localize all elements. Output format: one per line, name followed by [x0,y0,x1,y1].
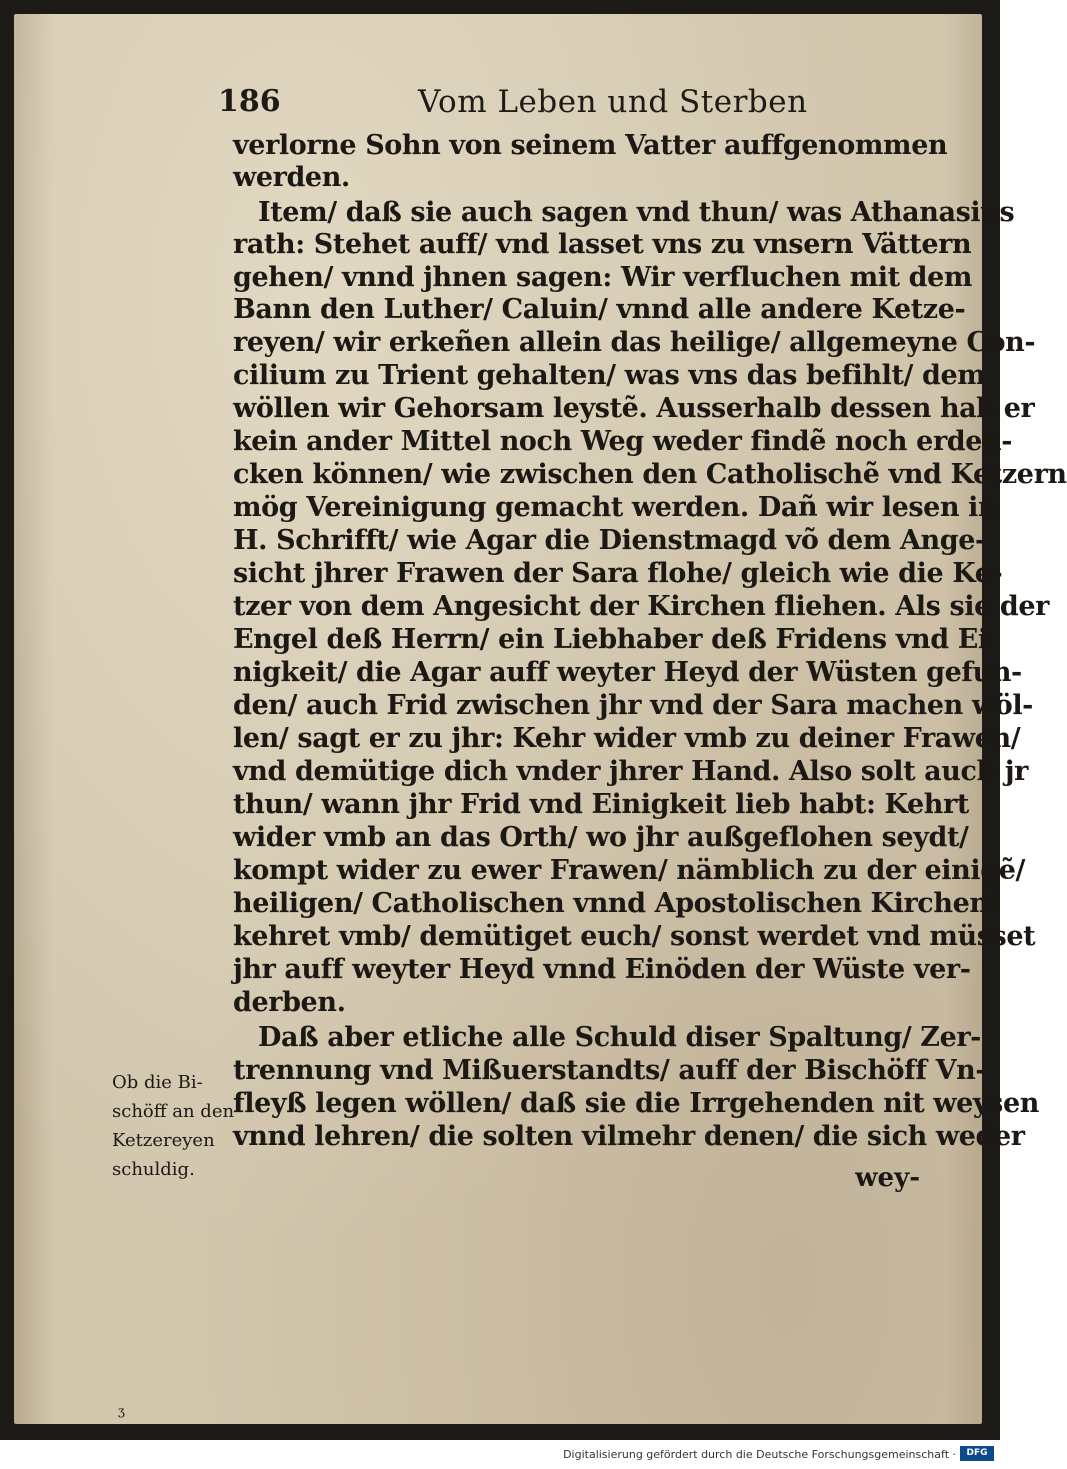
text-line: kompt wider zu ewer Frawen/ nämblich zu der einigẽ/ [233,855,1025,886]
funding-credit: Digitalisierung gefördert durch die Deutsche Forschungsgemeinschaft · [563,1448,956,1461]
text-line: Bann den Luther/ Caluin/ vnnd alle andere Ketze- [233,294,966,325]
margin-note-line: Ketzereyen [112,1130,215,1151]
text-line: rath: Stehet auff/ vnd lasset vns zu vnsern Vättern [233,229,972,260]
text-line: kein ander Mittel noch Weg weder findẽ noch erden- [233,426,1013,457]
text-line: kehret vmb/ demütiget euch/ sonst werdet vnd müsset [233,921,1036,952]
text-line: H. Schrifft/ wie Agar die Dienstmagd võ dem Ange- [233,525,986,556]
margin-note-line: Ob die Bi- [112,1072,203,1093]
margin-note-line: schöff an den [112,1101,235,1122]
text-line: reyen/ wir erkeñen allein das heilige/ allgemeyne Con- [233,327,1036,358]
text-line: jhr auff weyter Heyd vnnd Einöden der Wüste ver- [233,954,971,985]
text-line: heiligen/ Catholischen vnnd Apostolischen Kirchen/ [233,888,999,919]
catchword: wey- [855,1163,920,1193]
text-line: sicht jhrer Frawen der Sara flohe/ gleich wie die Ke- [233,558,1003,589]
text-line: Item/ daß sie auch sagen vnd thun/ was Athanasius [258,197,1015,228]
text-line: vnnd lehren/ die solten vilmehr denen/ die sich weder [233,1121,1025,1152]
text-line: cken können/ wie zwischen den Catholischẽ vnd Ketzern [233,459,1067,490]
text-line: mög Vereinigung gemacht werden. Dañ wir lesen in [233,492,998,523]
running-head: Vom Leben und Sterben [418,84,808,120]
text-line: nigkeit/ die Agar auff weyter Heyd der Wüsten gefun- [233,657,1022,688]
digitization-footer [0,1440,1000,1469]
text-line: trennung vnd Mißuerstandts/ auff der Bischöff Vn- [233,1055,987,1086]
page-header [218,84,918,124]
text-line: derben. [233,987,346,1018]
text-line: cilium zu Trient gehalten/ was vns das befihlt/ dem [233,360,986,391]
text-line: len/ sagt er zu jhr: Kehr wider vmb zu deiner Frawen/ [233,723,1021,754]
text-line: fleyß legen wöllen/ daß sie die Irrgehenden nit weysen [233,1088,1039,1119]
text-line: Engel deß Herrn/ ein Liebhaber deß Fridens vnd Ei- [233,624,999,655]
text-line: den/ auch Frid zwischen jhr vnd der Sara machen wöl- [233,690,1033,721]
text-line: wider vmb an das Orth/ wo jhr außgeflohen seydt/ [233,822,969,853]
margin-note-line: schuldig. [112,1159,195,1180]
text-line: gehen/ vnnd jhnen sagen: Wir verfluchen mit dem [233,262,973,293]
text-line: Daß aber etliche alle Schuld diser Spaltung/ Zer- [258,1022,981,1053]
text-line: tzer von dem Angesicht der Kirchen fliehen. Als sie der [233,591,1049,622]
text-line: thun/ wann jhr Frid vnd Einigkeit lieb habt: Kehrt [233,789,969,820]
text-line: verlorne Sohn von seinem Vatter auffgenommen [233,130,948,161]
dfg-logo: DFG [960,1446,994,1461]
text-line: werden. [233,162,350,193]
text-line: vnd demütige dich vnder jhrer Hand. Also solt auch jr [233,756,1028,787]
signature-mark: ʒ [118,1404,125,1418]
text-line: wöllen wir Gehorsam leystẽ. Ausserhalb dessen hab er [233,393,1035,424]
page-number: 186 [218,84,281,119]
